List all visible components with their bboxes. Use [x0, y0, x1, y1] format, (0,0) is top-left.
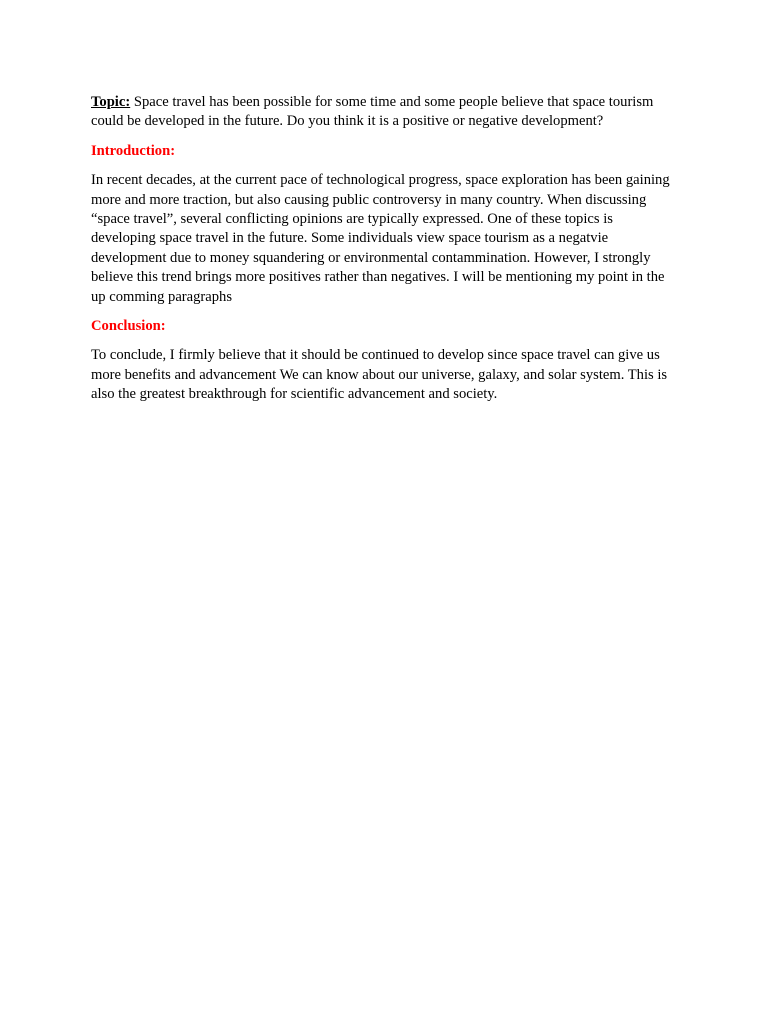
topic-text: Space travel has been possible for some time and some people believe that space tourism could be developed in the future. Do you think it is a positive or negative development? [91, 94, 654, 130]
introduction-paragraph: In recent decades, at the current pace of technological progress, space exploration has been gaining more and more traction, but also causing public controversy in many country. When discussing “space travel”, several conflicting opinions are typically expressed. One of these topics is developing space travel in the future. Some individuals view space tourism as a negatvie development due to money squandering or environmental contammination. However, I strongly believe this trend brings more positives rather than negatives. I will be mentioning my point in the up comming paragraphs [91, 172, 670, 305]
introduction-heading: Introduction: [91, 142, 176, 159]
topic-paragraph [91, 93, 681, 132]
conclusion-paragraph: To conclude, I firmly believe that it should be continued to develop since space travel can give us more benefits and advancement We can know about our universe, galaxy, and solar system. This is also the greatest breakthrough for scientific advancement and society. [91, 347, 668, 403]
conclusion-heading: Conclusion: [91, 318, 166, 335]
document-body [91, 93, 681, 415]
topic-label: Topic: [91, 94, 131, 110]
